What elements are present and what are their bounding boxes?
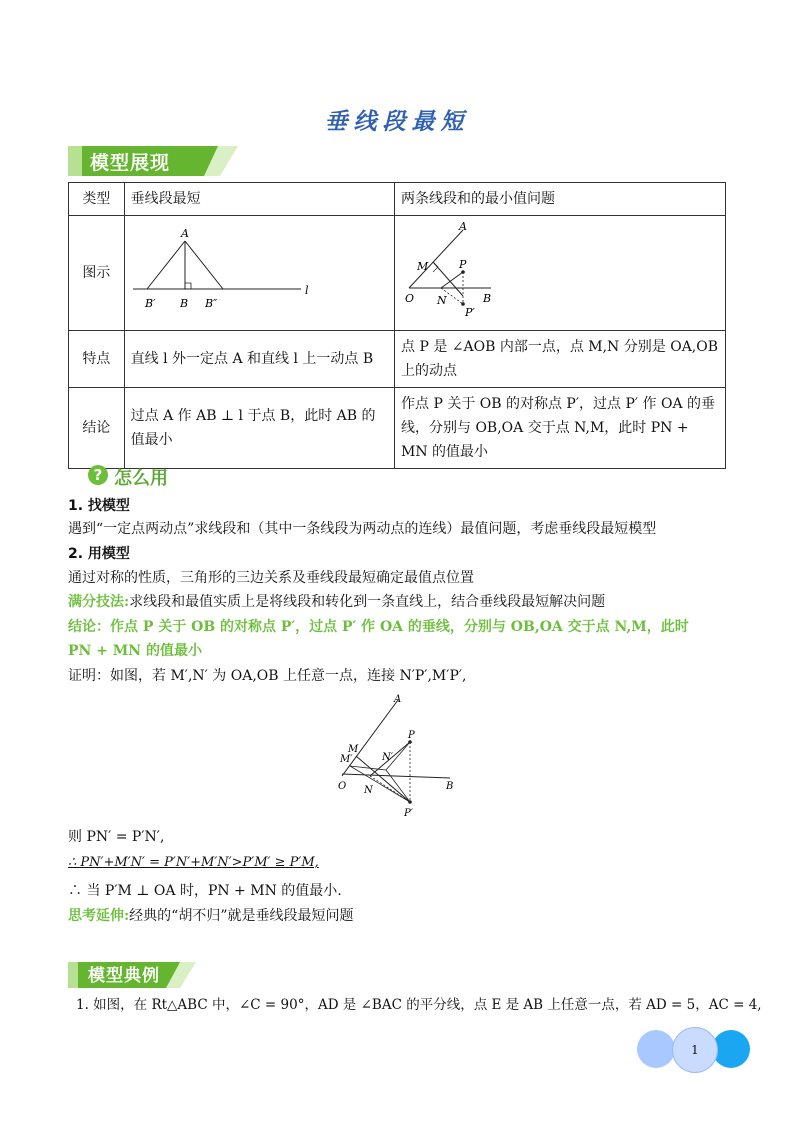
perpendicular-figure [125, 219, 381, 319]
label-B: B [179, 297, 188, 310]
feature-col1: 直线 l 外一定点 A 和直线 l 上一动点 B [124, 331, 394, 388]
proof-line-3: ∴ 当 P′M ⊥ OA 时，PN + MN 的值最小. [68, 883, 342, 899]
proof-intro: 证明：如图，若 M′,N′ 为 OA,OB 上任意一点，连接 N′P′,M′P′, [68, 668, 467, 684]
label-O: O [338, 781, 347, 792]
label-A: A [459, 220, 467, 233]
label-B: B [483, 292, 492, 305]
use-model-text: 通过对称的性质，三角形的三边关系及垂线段最短确定最值点位置 [68, 570, 474, 586]
figure1-cell [124, 216, 394, 331]
row-label-conclusion: 结论 [69, 388, 125, 469]
header-type: 类型 [69, 183, 125, 216]
proof-line-1: 则 PN′ = P′N′, [68, 829, 165, 845]
label-N: N [364, 785, 373, 796]
page-title: 垂线段最短 [324, 108, 470, 135]
use-model-heading: 2. 用模型 [68, 546, 130, 562]
conclusion-col2: 作点 P 关于 OB 的对称点 P′，过点 P′ 作 OA 的垂线，分别与 OB,OA 交于点 N,M，此时 PN + MN 的值最小 [395, 388, 726, 469]
page-circle-left [637, 1030, 675, 1068]
section-title: 模型典例 [88, 966, 160, 986]
tip-text: 求线段和最值实质上是将线段和转化到一条直线上，结合垂线段最短解决问题 [129, 594, 606, 610]
row-label-figure: 图示 [69, 216, 125, 331]
section-banner-examples [68, 960, 196, 990]
figure2-cell [395, 216, 726, 331]
conclusion-line-2: PN + MN 的值最小 [68, 643, 202, 659]
table-row-figure [69, 216, 726, 331]
section-banner-model-display [68, 146, 238, 176]
header-col1: 垂线段最短 [124, 183, 394, 216]
label-N: N [437, 294, 447, 307]
label-O: O [405, 292, 415, 305]
label-P: P [408, 730, 415, 741]
table-row-conclusion [69, 388, 726, 469]
proof-line-2: ∴ PN′+M′N′ = P′N′+M′N′>P′M′ ≥ P′M, [68, 855, 319, 870]
label-P1: P′ [404, 808, 413, 819]
table-row-feature [69, 331, 726, 388]
tip-line [68, 591, 728, 613]
example-1: 1. 如图，在 Rt△ABC 中，∠C = 90°，AD 是 ∠BAC 的平分线，点 E 是 AB 上任意一点，若 AD = 5，AC = 4, [76, 997, 762, 1013]
extend-text: 经典的“胡不归”就是垂线段最短问题 [129, 908, 354, 924]
label-B: B [446, 781, 454, 792]
find-model-text: 遇到“一定点两动点”求线段和（其中一条线段为两动点的连线）最值问题，考虑垂线段最短模型 [68, 521, 657, 537]
extend-label: 思考延伸: [68, 908, 130, 924]
conclusion-line-1: 结论：作点 P 关于 OB 的对称点 P′，过点 P′ 作 OA 的垂线，分别与 OB,OA 交于点 N,M，此时 [68, 619, 689, 635]
model-table [68, 182, 726, 469]
find-model-heading: 1. 找模型 [68, 498, 130, 514]
feature-col2: 点 P 是 ∠AOB 内部一点，点 M,N 分别是 OA,OB 上的动点 [395, 331, 726, 388]
label-M: M [348, 744, 359, 755]
two-segment-figure [395, 216, 725, 322]
label-B2: B″ [204, 297, 217, 310]
label-M: M [417, 260, 429, 273]
page-number: 1 [672, 1027, 718, 1073]
row-label-feature: 特点 [69, 331, 125, 388]
header-col2: 两条线段和的最小值问题 [395, 183, 726, 216]
label-M1: M′ [340, 754, 353, 765]
proof-figure [330, 692, 470, 820]
question-icon: ? [88, 465, 108, 485]
label-P1: P′ [465, 306, 475, 319]
usage-title: 怎么用 [114, 468, 168, 489]
conclusion-col1: 过点 A 作 AB ⊥ l 于点 B，此时 AB 的值最小 [124, 388, 394, 469]
table-header-row [69, 183, 726, 216]
label-A: A [394, 694, 402, 705]
extend-line [68, 905, 354, 927]
label-B1: B′ [144, 297, 156, 310]
label-N1: N′ [382, 752, 394, 763]
section-title: 模型展现 [90, 152, 171, 174]
label-l: l [304, 284, 309, 297]
label-A: A [180, 227, 189, 240]
tip-label: 满分技法: [68, 594, 130, 610]
label-P: P [459, 258, 467, 271]
